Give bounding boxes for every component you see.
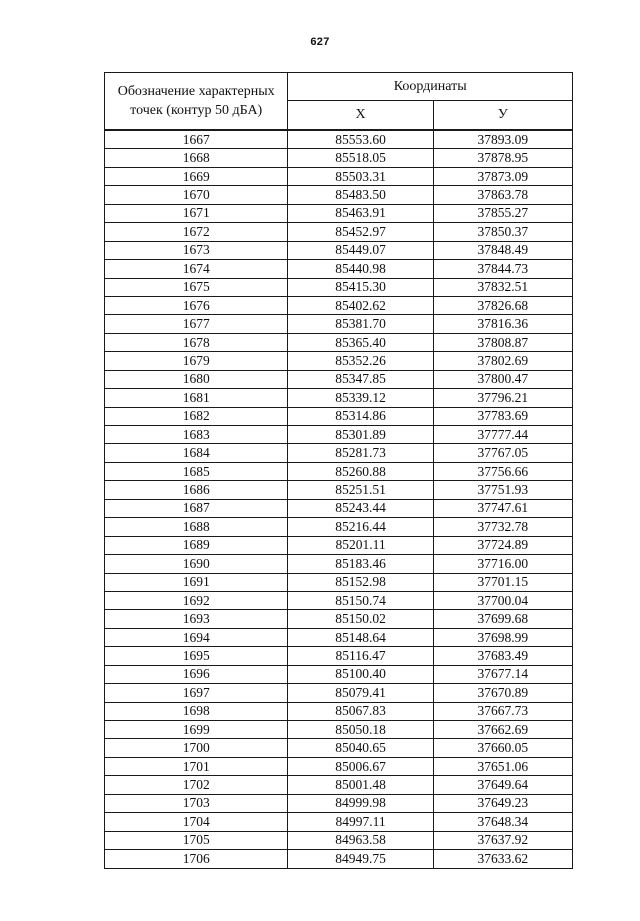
cell-point-id: 1699 <box>105 721 288 739</box>
cell-x: 85314.86 <box>288 407 433 425</box>
table-row <box>105 739 573 757</box>
table-row <box>105 665 573 683</box>
cell-x: 85116.47 <box>288 647 433 665</box>
table-row <box>105 794 573 812</box>
table-row <box>105 499 573 517</box>
cell-point-id: 1696 <box>105 665 288 683</box>
cell-y: 37662.69 <box>433 721 572 739</box>
cell-point-id: 1668 <box>105 149 288 167</box>
cell-point-id: 1706 <box>105 850 288 868</box>
cell-y: 37747.61 <box>433 499 572 517</box>
cell-point-id: 1694 <box>105 628 288 646</box>
table-row <box>105 167 573 185</box>
cell-point-id: 1682 <box>105 407 288 425</box>
cell-x: 85483.50 <box>288 186 433 204</box>
cell-x: 85449.07 <box>288 241 433 259</box>
coordinates-table <box>104 72 573 869</box>
cell-point-id: 1695 <box>105 647 288 665</box>
table-row <box>105 352 573 370</box>
table-row <box>105 278 573 296</box>
cell-point-id: 1692 <box>105 591 288 609</box>
cell-x: 85243.44 <box>288 499 433 517</box>
cell-y: 37677.14 <box>433 665 572 683</box>
table-row <box>105 831 573 849</box>
cell-x: 85402.62 <box>288 296 433 314</box>
cell-x: 85381.70 <box>288 315 433 333</box>
cell-y: 37808.87 <box>433 333 572 351</box>
cell-point-id: 1691 <box>105 573 288 591</box>
header-coordinates: Координаты <box>288 73 573 101</box>
table-row <box>105 518 573 536</box>
cell-point-id: 1683 <box>105 426 288 444</box>
cell-y: 37649.64 <box>433 776 572 794</box>
table-row <box>105 130 573 149</box>
cell-x: 84997.11 <box>288 813 433 831</box>
cell-point-id: 1680 <box>105 370 288 388</box>
cell-y: 37777.44 <box>433 426 572 444</box>
table-row <box>105 204 573 222</box>
cell-x: 85503.31 <box>288 167 433 185</box>
table-row <box>105 684 573 702</box>
cell-x: 85201.11 <box>288 536 433 554</box>
cell-y: 37832.51 <box>433 278 572 296</box>
table-row <box>105 407 573 425</box>
cell-point-id: 1674 <box>105 260 288 278</box>
cell-point-id: 1700 <box>105 739 288 757</box>
cell-y: 37732.78 <box>433 518 572 536</box>
table-row <box>105 260 573 278</box>
cell-point-id: 1673 <box>105 241 288 259</box>
cell-point-id: 1681 <box>105 389 288 407</box>
header-point-designation: Обозначение характерных точек (контур 50 дБА) <box>105 73 288 131</box>
table-row <box>105 444 573 462</box>
cell-point-id: 1669 <box>105 167 288 185</box>
cell-y: 37633.62 <box>433 850 572 868</box>
table-body <box>105 130 573 868</box>
cell-y: 37850.37 <box>433 223 572 241</box>
cell-y: 37724.89 <box>433 536 572 554</box>
header-x: X <box>288 101 433 130</box>
cell-y: 37767.05 <box>433 444 572 462</box>
cell-point-id: 1676 <box>105 296 288 314</box>
cell-x: 84963.58 <box>288 831 433 849</box>
cell-x: 85100.40 <box>288 665 433 683</box>
cell-x: 85006.67 <box>288 757 433 775</box>
cell-point-id: 1684 <box>105 444 288 462</box>
cell-point-id: 1667 <box>105 130 288 149</box>
cell-x: 85352.26 <box>288 352 433 370</box>
table-row <box>105 241 573 259</box>
cell-y: 37637.92 <box>433 831 572 849</box>
cell-point-id: 1704 <box>105 813 288 831</box>
cell-x: 85347.85 <box>288 370 433 388</box>
table-row <box>105 333 573 351</box>
cell-y: 37701.15 <box>433 573 572 591</box>
table-row <box>105 149 573 167</box>
cell-y: 37878.95 <box>433 149 572 167</box>
table-row <box>105 647 573 665</box>
cell-y: 37873.09 <box>433 167 572 185</box>
cell-point-id: 1705 <box>105 831 288 849</box>
cell-point-id: 1687 <box>105 499 288 517</box>
cell-x: 85452.97 <box>288 223 433 241</box>
cell-y: 37660.05 <box>433 739 572 757</box>
cell-x: 84999.98 <box>288 794 433 812</box>
cell-point-id: 1670 <box>105 186 288 204</box>
cell-y: 37816.36 <box>433 315 572 333</box>
cell-point-id: 1689 <box>105 536 288 554</box>
table-row <box>105 628 573 646</box>
cell-point-id: 1675 <box>105 278 288 296</box>
table-row <box>105 426 573 444</box>
cell-point-id: 1693 <box>105 610 288 628</box>
cell-point-id: 1672 <box>105 223 288 241</box>
cell-y: 37844.73 <box>433 260 572 278</box>
table-row <box>105 721 573 739</box>
cell-x: 84949.75 <box>288 850 433 868</box>
cell-point-id: 1678 <box>105 333 288 351</box>
cell-x: 85150.02 <box>288 610 433 628</box>
cell-x: 85001.48 <box>288 776 433 794</box>
table-row <box>105 315 573 333</box>
table-row <box>105 702 573 720</box>
cell-y: 37800.47 <box>433 370 572 388</box>
cell-point-id: 1702 <box>105 776 288 794</box>
table-row <box>105 481 573 499</box>
table-row <box>105 223 573 241</box>
cell-x: 85152.98 <box>288 573 433 591</box>
table-row <box>105 462 573 480</box>
table-row <box>105 850 573 868</box>
cell-x: 85365.40 <box>288 333 433 351</box>
cell-y: 37796.21 <box>433 389 572 407</box>
cell-x: 85148.64 <box>288 628 433 646</box>
table-row <box>105 573 573 591</box>
cell-y: 37893.09 <box>433 130 572 149</box>
table-row <box>105 757 573 775</box>
cell-point-id: 1698 <box>105 702 288 720</box>
table-row <box>105 813 573 831</box>
cell-x: 85260.88 <box>288 462 433 480</box>
cell-point-id: 1671 <box>105 204 288 222</box>
table-row <box>105 389 573 407</box>
cell-y: 37700.04 <box>433 591 572 609</box>
cell-x: 85150.74 <box>288 591 433 609</box>
page-number: 627 <box>310 36 330 48</box>
header-y: У <box>433 101 572 130</box>
table-row <box>105 776 573 794</box>
cell-point-id: 1677 <box>105 315 288 333</box>
cell-y: 37751.93 <box>433 481 572 499</box>
cell-x: 85079.41 <box>288 684 433 702</box>
cell-x: 85216.44 <box>288 518 433 536</box>
cell-x: 85463.91 <box>288 204 433 222</box>
cell-y: 37863.78 <box>433 186 572 204</box>
cell-point-id: 1688 <box>105 518 288 536</box>
cell-x: 85415.30 <box>288 278 433 296</box>
table-row <box>105 370 573 388</box>
cell-x: 85281.73 <box>288 444 433 462</box>
cell-y: 37698.99 <box>433 628 572 646</box>
table-row <box>105 555 573 573</box>
table-row <box>105 296 573 314</box>
cell-point-id: 1701 <box>105 757 288 775</box>
table-row <box>105 591 573 609</box>
cell-x: 85251.51 <box>288 481 433 499</box>
cell-y: 37667.73 <box>433 702 572 720</box>
cell-point-id: 1703 <box>105 794 288 812</box>
cell-x: 85040.65 <box>288 739 433 757</box>
cell-y: 37848.49 <box>433 241 572 259</box>
cell-x: 85183.46 <box>288 555 433 573</box>
cell-x: 85518.05 <box>288 149 433 167</box>
table-header <box>105 73 573 131</box>
cell-y: 37855.27 <box>433 204 572 222</box>
cell-y: 37716.00 <box>433 555 572 573</box>
cell-x: 85440.98 <box>288 260 433 278</box>
cell-y: 37783.69 <box>433 407 572 425</box>
table-row <box>105 610 573 628</box>
cell-point-id: 1685 <box>105 462 288 480</box>
table-row <box>105 186 573 204</box>
cell-point-id: 1686 <box>105 481 288 499</box>
cell-x: 85301.89 <box>288 426 433 444</box>
cell-y: 37651.06 <box>433 757 572 775</box>
cell-point-id: 1679 <box>105 352 288 370</box>
cell-x: 85553.60 <box>288 130 433 149</box>
cell-x: 85067.83 <box>288 702 433 720</box>
cell-y: 37826.68 <box>433 296 572 314</box>
cell-y: 37670.89 <box>433 684 572 702</box>
cell-x: 85050.18 <box>288 721 433 739</box>
cell-y: 37649.23 <box>433 794 572 812</box>
cell-x: 85339.12 <box>288 389 433 407</box>
cell-y: 37802.69 <box>433 352 572 370</box>
cell-y: 37699.68 <box>433 610 572 628</box>
cell-y: 37756.66 <box>433 462 572 480</box>
cell-point-id: 1697 <box>105 684 288 702</box>
cell-y: 37683.49 <box>433 647 572 665</box>
cell-y: 37648.34 <box>433 813 572 831</box>
table-row <box>105 536 573 554</box>
cell-point-id: 1690 <box>105 555 288 573</box>
